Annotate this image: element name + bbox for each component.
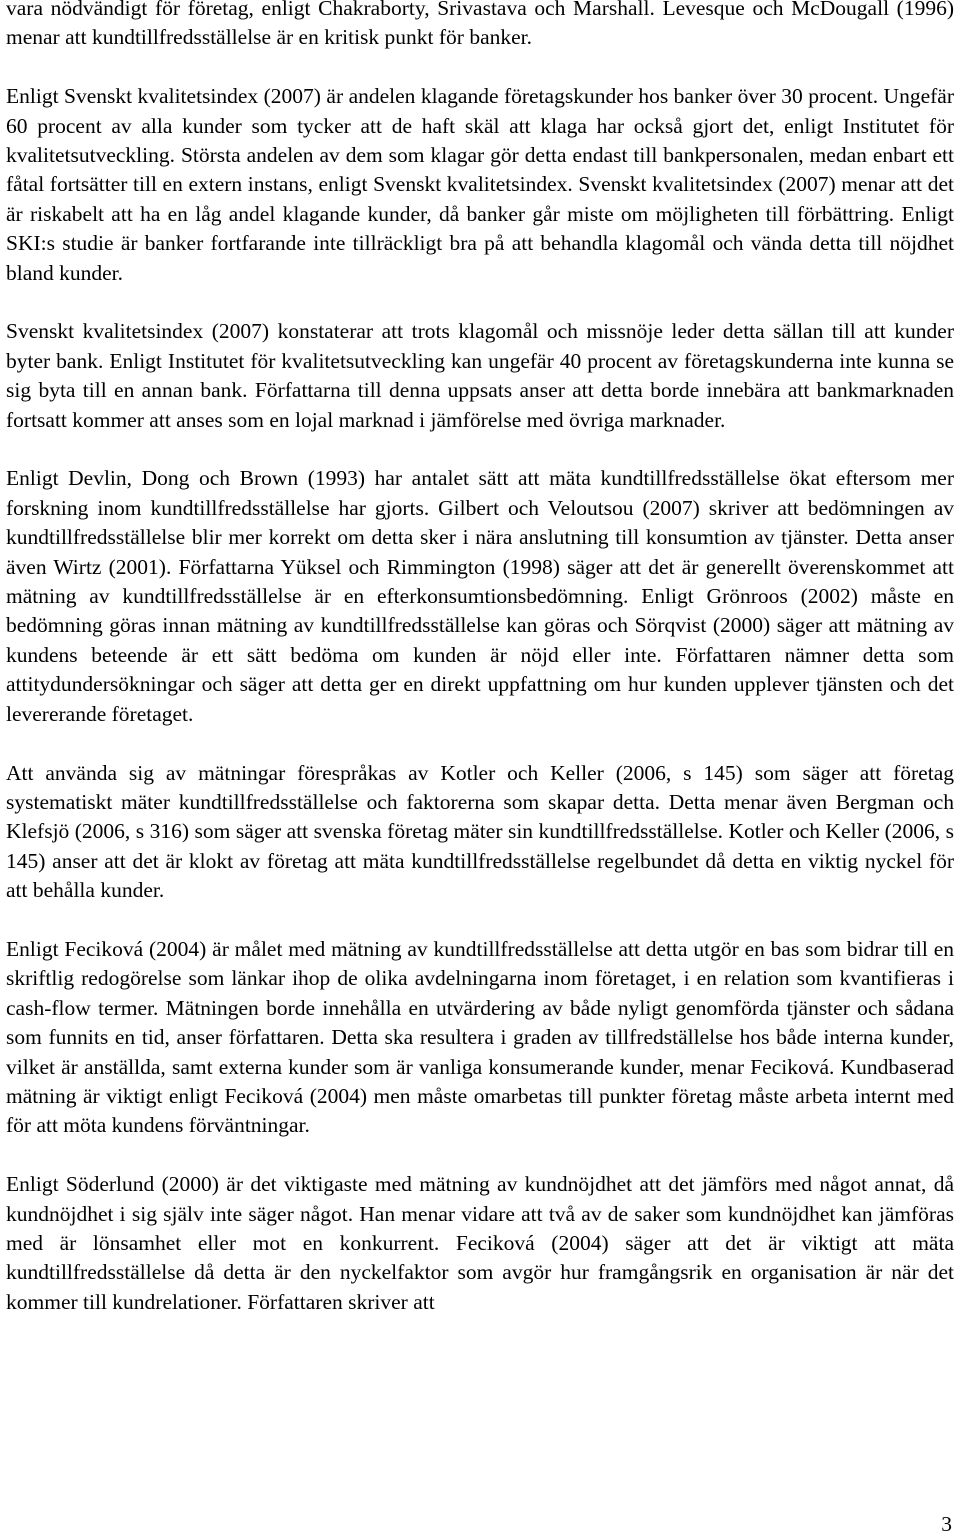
- paragraph: Enligt Devlin, Dong och Brown (1993) har antalet sätt att mäta kundtillfredsställelse ökat eftersom mer forskning inom kundtillfredsställelse har gjorts. Gilbert och Veloutsou (2007) skriver att bedömningen av kundtillfredsställelse blir mer korrekt om detta sker i nära anslutning till konsumtion av tjänster. Detta anser även Wirtz (2001). Författarna Yüksel och Rimmington (1998) säger att det är generellt överenskommet att mätning av kundtillfredsställelse är en efterkonsumtionsbedömning. Enligt Grönroos (2002) måste en bedömning göras innan mätning av kundtillfredsställelse kan göras och Sörqvist (2000) säger att mätning av kundens beteende är ett sätt bedöma om kunden är nöjd eller inte. Författaren nämner detta som attitydundersökningar och säger att detta ger en direkt uppfattning om hur kunden upplever tjänsten och det levererande företaget.: [6, 466, 954, 726]
- paragraph: Enligt Söderlund (2000) är det viktigaste med mätning av kundnöjdhet att det jämförs med något annat, då kundnöjdhet i sig själv inte säger något. Han menar vidare att två av de saker som kundnöjdhet kan jämföras med är lönsamhet eller mot en konkurrent. Feciková (2004) säger att det är viktigt att mäta kundtillfredsställelse då detta är den nyckelfaktor som avgör hur framgångsrik en organisation är när det kommer till kundrelationer. Författaren skriver att: [6, 1172, 954, 1314]
- paragraph: Enligt Feciková (2004) är målet med mätning av kundtillfredsställelse att detta utgör en bas som bidrar till en skriftlig redogörelse som länkar ihop de olika avdelningarna inom företaget, i en relation som kvantifieras i cash-flow termer. Mätningen borde innehålla en utvärdering av både nyligt genomförda tjänster och sådana som funnits en tid, anser författaren. Detta ska resultera i graden av tillfredställelse hos både interna kunder, vilket är anställda, samt externa kunder som är vanliga konsumerande kunder, menar Feciková. Kundbaserad mätning är viktigt enligt Feciková (2004) men måste omarbetas till punkter företag måste arbeta internt med för att möta kundens förväntningar.: [6, 936, 954, 1138]
- page-number: 3: [941, 1512, 952, 1536]
- paragraph: Svenskt kvalitetsindex (2007) konstaterar att trots klagomål och missnöje leder detta sällan till att kunder byter bank. Enligt Institutet för kvalitetsutveckling kan ungefär 40 procent av företagskunderna inte kunna se sig byta till en annan bank. Författarna till denna uppsats anser att detta borde innebära att bankmarknaden fortsatt kommer att anses som en lojal marknad i jämförelse med övriga marknader.: [6, 319, 954, 432]
- paragraph: Enligt Svenskt kvalitetsindex (2007) är andelen klagande företagskunder hos banker över 30 procent. Ungefär 60 procent av alla kunder som tycker att de haft skäl att klaga har också gjort det, enligt Institutet för kvalitetsutveckling. Största andelen av dem som klagar gör detta endast till bankpersonalen, medan enbart ett fåtal fortsätter till en extern instans, enligt Svenskt kvalitetsindex. Svenskt kvalitetsindex (2007) menar att det är riskabelt att ha en låg andel klagande kunder, då banker går miste om möjligheten till förbättring. Enligt SKI:s studie är banker fortfarande inte tillräckligt bra på att behandla klagomål och vända detta till nöjdhet bland kunder.: [6, 84, 954, 285]
- body-text: [6, 0, 954, 1317]
- paragraph: Att använda sig av mätningar förespråkas av Kotler och Keller (2006, s 145) som säger att företag systematiskt mäter kundtillfredsställelse och faktorerna som skapar detta. Detta menar även Bergman och Klefsjö (2006, s 316) som säger att svenska företag mäter sin kundtillfredsställelse. Kotler och Keller (2006, s 145) anser att det är klokt av företag att mäta kundtillfredsställelse regelbundet då detta en viktig nyckel för att behålla kunder.: [6, 760, 954, 903]
- paragraph: vara nödvändigt för företag, enligt Chakraborty, Srivastava och Marshall. Levesque och McDougall (1996) menar att kundtillfredsställelse är en kritisk punkt för banker.: [6, 0, 954, 50]
